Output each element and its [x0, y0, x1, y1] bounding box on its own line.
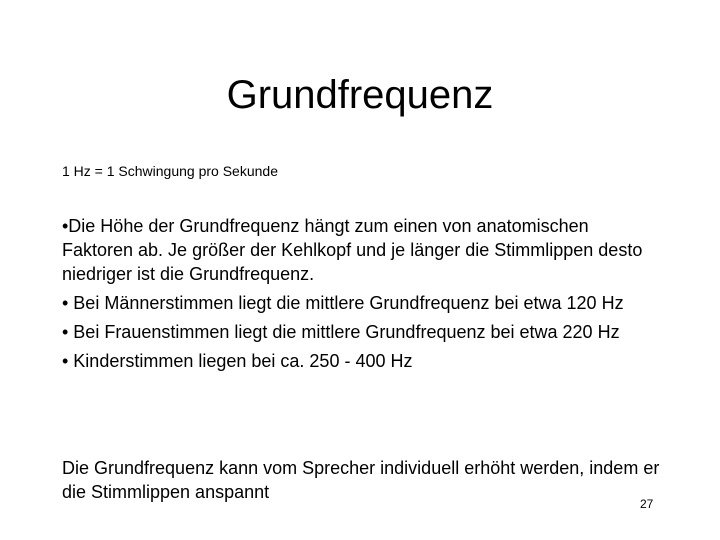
bullet-item: •Die Höhe der Grundfrequenz hängt zum einen von anatomischen Faktoren ab. Je größer der Kehlkopf und je länger die Stimmlippen desto niedriger ist die Grundfrequenz.: [62, 216, 643, 284]
bullet-list: [62, 214, 662, 378]
page-number: 27: [640, 497, 654, 511]
bullet-item: • Kinderstimmen liegen bei ca. 250 - 400 Hz: [62, 351, 413, 371]
bullet-item: • Bei Männerstimmen liegt die mittlere Grundfrequenz bei etwa 120 Hz: [62, 293, 624, 313]
slide-title: Grundfrequenz: [226, 73, 494, 117]
closing-paragraph: Die Grundfrequenz kann vom Sprecher individuell erhöht werden, indem er die Stimmlippen anspannt: [62, 458, 660, 502]
slide-subtitle: 1 Hz = 1 Schwingung pro Sekunde: [62, 163, 278, 179]
bullet-item: • Bei Frauenstimmen liegt die mittlere Grundfrequenz bei etwa 220 Hz: [62, 322, 620, 342]
